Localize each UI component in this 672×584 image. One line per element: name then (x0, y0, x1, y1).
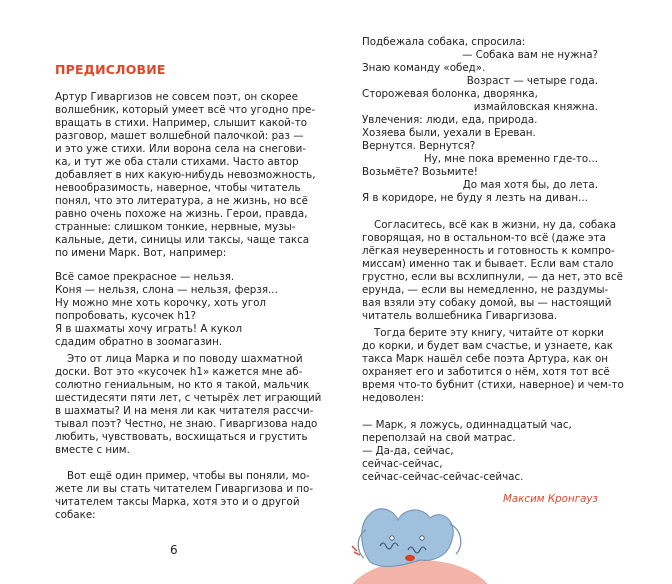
paragraph-line: миссам) именно так и бывает. Если вам стало (362, 258, 614, 270)
intro-line: странные: слишком тонкие, нервные, музы- (55, 221, 296, 233)
dialogue-line: Знаю команду «обед». (362, 62, 486, 74)
poem-line: сейчас-сейчас, (362, 458, 443, 470)
poem-line: Я в шахматы хочу играть! А кукол (55, 323, 243, 335)
paragraph-line: недоволен: (362, 392, 424, 404)
intro-line: Артур Гиваргизов не совсем поэт, он скорее (55, 91, 298, 103)
paragraph-line: Это от лица Марка и по поводу шахматной (67, 353, 303, 365)
dialogue-line: Хозяева были, уехали в Ереван. (362, 127, 536, 139)
intro-line: равно очень похоже на жизнь. Герои, правда, (55, 208, 308, 220)
poem-line: переползай на свой матрас. (362, 432, 516, 444)
dialogue-line: Я в коридоре, не буду я лезть на диван... (362, 192, 588, 204)
paragraph-line: время что-то бубнит (стихи, наверное) и чем-то (362, 379, 624, 391)
paragraph-line: шестидесяти пяти лет, с четырёх лет играющий (55, 392, 322, 404)
paragraph-line: жете ли вы стать читателем Гиваргизова и по- (55, 483, 314, 495)
dialogue-line: Увлечения: люди, еда, природа. (362, 114, 538, 126)
intro-line: волшебник, который умеет всё что угодно пре- (55, 104, 316, 116)
dialogue-line: До мая хотя бы, до лета. (462, 179, 598, 191)
poem-line: попробовать, кусочек h1? (55, 310, 196, 322)
dog-eye-right (420, 536, 424, 540)
paragraph-line: ерунда, — если вы немедленно, не раздумы- (362, 284, 609, 296)
paragraph-line: доски. Вот это «кусочек h1» кажется мне аб- (55, 366, 303, 378)
dialogue-line: Возьмёте? Возьмите! (362, 166, 478, 178)
paragraph-line: охраняет его и заботится о нём, хотя тот всё (362, 366, 610, 378)
pink-body-shape (344, 560, 496, 584)
intro-line: разговор, машет волшебной палочкой: раз — (55, 130, 304, 142)
page-number: 6 (170, 543, 178, 557)
dialogue-line: измайловская княжна. (473, 101, 598, 113)
intro-line: кальные, дети, синицы или таксы, чаще такса (55, 234, 310, 246)
paragraph-line: вместе с ним. (55, 444, 130, 456)
paragraph-line: в шахматы? И на меня ли как читателя рассчи- (55, 405, 314, 417)
intro-line: вращать в стихи. Например, слышит какой-то (55, 117, 307, 129)
paragraph-line: до корки, и будет вам счастье, и узнаете, как (362, 340, 613, 352)
paragraph-line: любить, чувствовать, восхищаться и грустить (55, 431, 308, 443)
intro-line: добавляет в них какую-нибудь невозможность, (55, 169, 316, 181)
intro-line: и это уже стихи. Или ворона села на снегови- (55, 143, 307, 155)
poem-line: Ну можно мне хоть корочку, хоть угол (55, 297, 267, 309)
section-heading: ПРЕДИСЛОВИЕ (55, 62, 166, 77)
paragraph-line: грустно, если вы всхлипнули, — да нет, это всё (362, 271, 623, 283)
dialogue-line: — Собака вам не нужна? (462, 49, 598, 61)
paragraph-line: Согласитесь, всё как в жизни, ну да, собака (374, 219, 617, 231)
paragraph-line: собаке: (55, 509, 96, 521)
author-signature: Максим Кронгауз (503, 493, 598, 505)
paragraph-line: такса Марк нашёл себе поэта Артура, как он (362, 353, 608, 365)
paragraph-line: читатель волшебника Гиваргизова. (362, 310, 558, 322)
intro-line: по имени Марк. Вот, например: (55, 247, 227, 259)
poem-line: Всё самое прекрасное — нельзя. (55, 271, 235, 283)
dialogue-line: Сторожевая болонка, дворянка, (362, 88, 538, 100)
dialogue-line: Ну, мне пока временно где-то... (423, 153, 598, 165)
poem-line: — Да-да, сейчас, (362, 445, 454, 457)
paragraph-line: говорящая, но в остальном-то всё (даже эта (362, 232, 606, 244)
right-page (336, 0, 672, 584)
paragraph-line: солютно гениальным, но кто я такой, мальчик (55, 379, 310, 391)
dog-illustration (330, 500, 520, 584)
paragraph-line: тывал поэт? Честно, не знаю. Гиваргизова надо (55, 418, 318, 430)
dialogue-line: Вернутся. Вернутся? (362, 140, 476, 152)
paragraph-line: читателем таксы Марка, хотя это и о другой (55, 496, 300, 508)
intro-line: ка, и тут же оба стали стихами. Часто автор (55, 156, 299, 168)
poem-line: — Марк, я ложусь, одиннадцатый час, (362, 419, 572, 431)
paragraph-line: лёгкая неуверенность и готовность к компро- (362, 245, 615, 257)
poem-line: сдадим обратно в зоомагазин. (55, 336, 223, 348)
intro-line: невообразимость, наверное, чтобы читатель (55, 182, 301, 194)
poem-line: сейчас-сейчас-сейчас-сейчас. (362, 471, 524, 483)
dog-nose (405, 555, 415, 561)
paragraph-line: Тогда берите эту книгу, читайте от корки (374, 327, 604, 339)
dialogue-line: Возраст — четыре года. (466, 75, 598, 87)
paragraph-line: вая взяли эту собаку домой, вы — настоящий (362, 297, 612, 309)
dog-eye-left (390, 536, 394, 540)
dialogue-line: Подбежала собака, спросила: (362, 36, 526, 48)
poem-line: Коня — нельзя, слона — нельзя, ферзя... (55, 284, 278, 296)
intro-line: понял, что это литература, а не жизнь, но всё (55, 195, 308, 207)
paragraph-line: Вот ещё один пример, чтобы вы поняли, мо- (67, 470, 310, 482)
